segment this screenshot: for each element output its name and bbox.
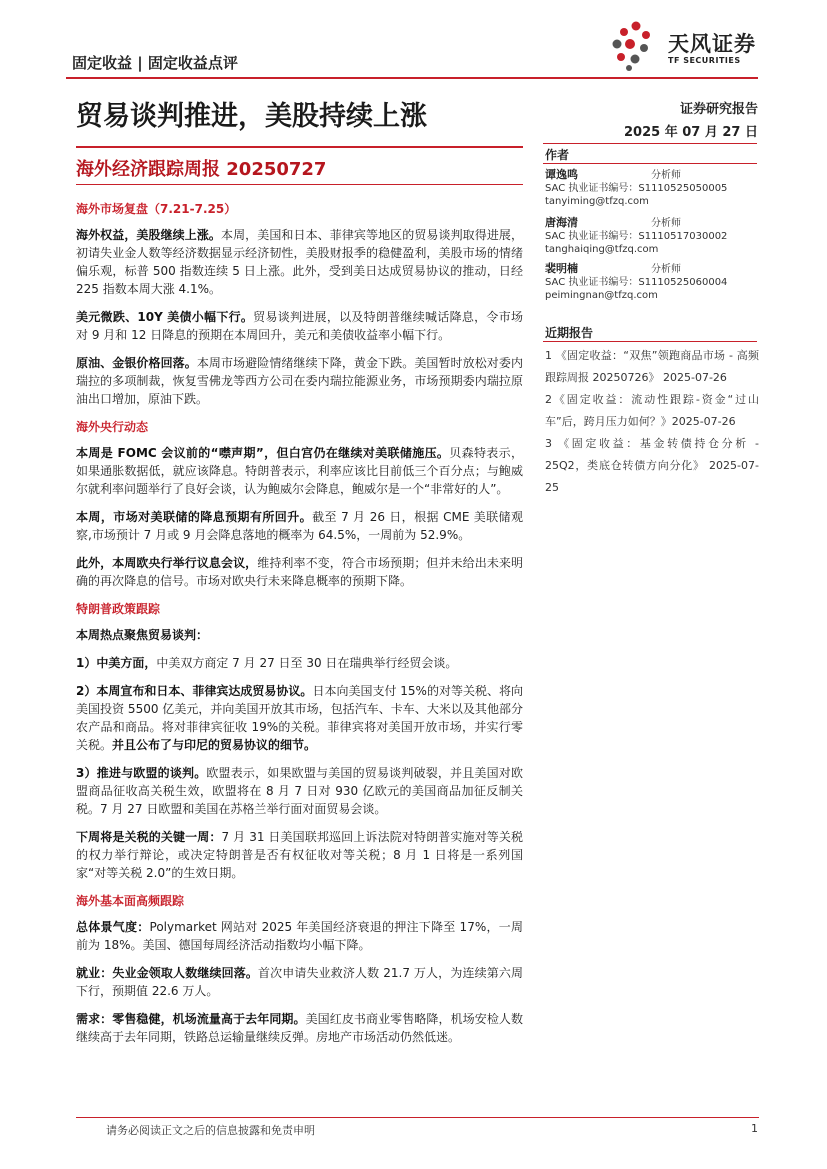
logo-dot-icon xyxy=(632,22,641,31)
authors-heading: 作者 xyxy=(545,148,570,162)
paragraph xyxy=(76,444,523,498)
page-number: 1 xyxy=(751,1122,758,1135)
author-role: 分析师 xyxy=(651,218,681,229)
recent-reports-heading: 近期报告 xyxy=(545,326,594,340)
paragraph xyxy=(76,964,523,1000)
recent-reports-list xyxy=(545,345,759,499)
author-card xyxy=(545,216,759,256)
paragraph-lead: 原油、金银价格回落。 xyxy=(76,356,197,370)
author-role: 分析师 xyxy=(651,264,681,275)
report-type: 证券研究报告 xyxy=(679,102,758,117)
author-role: 分析师 xyxy=(651,170,681,181)
paragraph-lead: 本周是 FOMC 会议前的“噤声期”，但白宫仍在继续对美联储施压。 xyxy=(76,446,450,460)
recent-report-link[interactable]: 2《固定收益：流动性跟踪-资金“过山车”后，跨月压力如何？》2025-07-26 xyxy=(545,393,759,428)
footer-divider xyxy=(76,1117,759,1118)
sidebar-divider xyxy=(543,143,757,144)
author-email[interactable]: tanyiming@tfzq.com xyxy=(545,196,649,207)
logo-dot-icon xyxy=(640,44,648,52)
paragraph-text: 本周，美国和日本、菲律宾等地区的贸易谈判取得进展，初请失业金人数等经济数据显示经济韧性，美股财报季的稳健盈利，美股市场的情绪偏乐观，标普 500 指数连续 5 日上涨。此外，受到美日达成贸易协议的推动，日经 225 指数本周大涨 4.1%。 xyxy=(76,228,523,296)
paragraph xyxy=(76,554,523,590)
header-divider xyxy=(66,77,758,79)
paragraph xyxy=(76,682,523,754)
paragraph xyxy=(76,226,523,298)
author-name: 谭逸鸣 xyxy=(545,168,578,181)
paragraph-lead: 美元微跌、10Y 美债小幅下行。 xyxy=(76,310,254,324)
report-category: 固定收益 | 固定收益点评 xyxy=(72,54,238,72)
paragraph-lead: 3）推进与欧盟的谈判。 xyxy=(76,766,207,780)
main-column xyxy=(76,200,523,1056)
subtitle-divider xyxy=(76,184,523,185)
footer-disclaimer: 请务必阅读正文之后的信息披露和免责申明 xyxy=(106,1124,315,1137)
paragraph-lead: 1）中美方面， xyxy=(76,656,157,670)
page-subtitle: 海外经济跟踪周报 20250727 xyxy=(76,159,327,180)
paragraph-text: 本周市场避险情绪继续下降，黄金下跌。美国暂时放松对委内瑞拉的多项制裁，恢复雪佛龙等西方公司在委内瑞拉能源业务，市场预期委内瑞拉原油出口增加，原油下跌。 xyxy=(76,356,523,406)
author-cert: SAC 执业证书编号：S1110525060004 xyxy=(545,277,728,288)
paragraph-lead: 此外，本周欧央行举行议息会议， xyxy=(76,556,258,570)
logo-dot-icon xyxy=(626,65,632,71)
paragraph-text: 欧盟表示，如果欧盟与美国的贸易谈判破裂，并且美国对欧盟商品征收高关税生效，欧盟将在 8 月 7 日对 930 亿欧元的美国商品加征反制关税。7 月 27 日欧盟和美国在苏格兰举行面对面贸易会谈。 xyxy=(76,766,523,816)
author-name: 裴明楠 xyxy=(545,262,578,275)
authors-divider xyxy=(543,163,757,164)
paragraph xyxy=(76,764,523,818)
paragraph-text: 美国红皮书商业零售略降，机场安检人数继续高于去年同期，铁路总运输量继续反弹。房地产市场活动仍然低迷。 xyxy=(76,1012,523,1044)
logo-dot-icon xyxy=(620,28,628,36)
paragraph xyxy=(76,654,523,672)
paragraph xyxy=(76,354,523,408)
paragraph-lead: 海外权益，美股继续上涨。 xyxy=(76,228,221,242)
paragraph-lead: 就业：失业金领取人数继续回落。 xyxy=(76,966,258,980)
paragraph-lead: 下周将是关税的关键一周： xyxy=(76,830,222,844)
paragraph-text: 贝森特表示，如果通胀数据低，就应该降息。特朗普表示，利率应该比目前低三个百分点；与鲍威尔就利率问题举行了良好会谈，认为鲍威尔会降息，鲍威尔是一个“非常好的人”。 xyxy=(76,446,523,496)
paragraph-text: 7 月 31 日美国联邦巡回上诉法院对特朗普实施对等关税的权力举行辩论，或决定特朗普是否有权征收对等关税；8 月 1 日将是一系列国家“对等关税 2.0”的生效日期。 xyxy=(76,830,523,880)
section-heading: 特朗普政策跟踪 xyxy=(76,602,161,616)
paragraph-lead: 2）本周宣布和日本、菲律宾达成贸易协议。 xyxy=(76,684,313,698)
paragraph-lead: 本周，市场对美联储的降息预期有所回升。 xyxy=(76,510,313,524)
section-heading: 海外央行动态 xyxy=(76,420,149,434)
recent-divider xyxy=(543,341,757,342)
author-card xyxy=(545,168,759,208)
author-name: 唐海清 xyxy=(545,216,578,229)
logo-dot-icon xyxy=(617,53,625,61)
author-email[interactable]: tanghaiqing@tfzq.com xyxy=(545,244,659,255)
page-title: 贸易谈判推进，美股持续上涨 xyxy=(76,101,427,132)
logo-text-cn: 天风证券 xyxy=(668,32,756,56)
paragraph-lead: 需求：零售稳健，机场流量高于去年同期。 xyxy=(76,1012,306,1026)
paragraph-text: 截至 7 月 26 日，根据 CME 美联储观察,市场预计 7 月或 9 月会降息落地的概率为 64.5%，一周前为 52.9%。 xyxy=(76,510,523,542)
author-email[interactable]: peimingnan@tfzq.com xyxy=(545,290,658,301)
author-card xyxy=(545,262,759,302)
section-heading: 海外基本面高频跟踪 xyxy=(76,894,185,908)
title-divider xyxy=(76,146,523,148)
paragraph xyxy=(76,1010,523,1046)
logo-dot-icon xyxy=(631,55,640,64)
recent-report-link[interactable]: 3 《固定收益：基金转债持仓分析 - 25Q2，类底仓转债方向分化》 2025-07-25 xyxy=(545,437,759,494)
paragraph-emphasis: 并且公布了与印尼的贸易协议的细节。 xyxy=(112,738,317,752)
logo-dot-icon xyxy=(642,31,650,39)
paragraph-text: 首次申请失业救济人数 21.7 万人，为连续第六周下行，预期值 22.6 万人。 xyxy=(76,966,523,998)
paragraph xyxy=(76,508,523,544)
author-cert: SAC 执业证书编号：S1110517030002 xyxy=(545,231,728,242)
paragraph-lead: 总体景气度： xyxy=(76,920,150,934)
logo-text-en: TF SECURITIES xyxy=(668,56,741,65)
paragraph xyxy=(76,918,523,954)
paragraph-text: 贸易谈判进展，以及特朗普继续喊话降息，令市场对 9 月和 12 日降息的预期在本周回升，美元和美债收益率小幅下行。 xyxy=(76,310,523,342)
paragraph-text: 日本向美国支付 15%的对等关税、将向美国投资 5500 亿美元，并向美国开放其市场，包括汽车、卡车、大米以及其他部分农产品和商品。将对菲律宾征收 19%的关税。菲律宾将对美国开放市场，并实行零关税。 xyxy=(76,684,523,752)
paragraph-text: Polymarket 网站对 2025 年美国经济衰退的押注下降至 17%，一周前为 18%。美国、德国每周经济活动指数均小幅下降。 xyxy=(76,920,523,952)
author-cert: SAC 执业证书编号：S1110525050005 xyxy=(545,183,728,194)
paragraph xyxy=(76,828,523,882)
paragraph xyxy=(76,308,523,344)
report-date: 2025 年 07 月 27 日 xyxy=(624,125,758,140)
logo-dot-icon xyxy=(613,40,622,49)
section-heading: 海外市场复盘（7.21-7.25） xyxy=(76,202,237,216)
recent-report-link[interactable]: 1 《固定收益：“双焦”领跑商品市场 - 高频跟踪周报 20250726》 2025-07-26 xyxy=(545,349,759,384)
paragraph xyxy=(76,626,523,644)
paragraph-lead: 本周热点聚焦贸易谈判： xyxy=(76,628,209,642)
paragraph-text: 维持利率不变，符合市场预期；但并未给出未来明确的再次降息的信号。市场对欧央行未来降息概率的预期下降。 xyxy=(76,556,523,588)
logo-dot-icon xyxy=(625,39,635,49)
paragraph-text: 中美双方商定 7 月 27 日至 30 日在瑞典举行经贸会谈。 xyxy=(156,656,458,670)
